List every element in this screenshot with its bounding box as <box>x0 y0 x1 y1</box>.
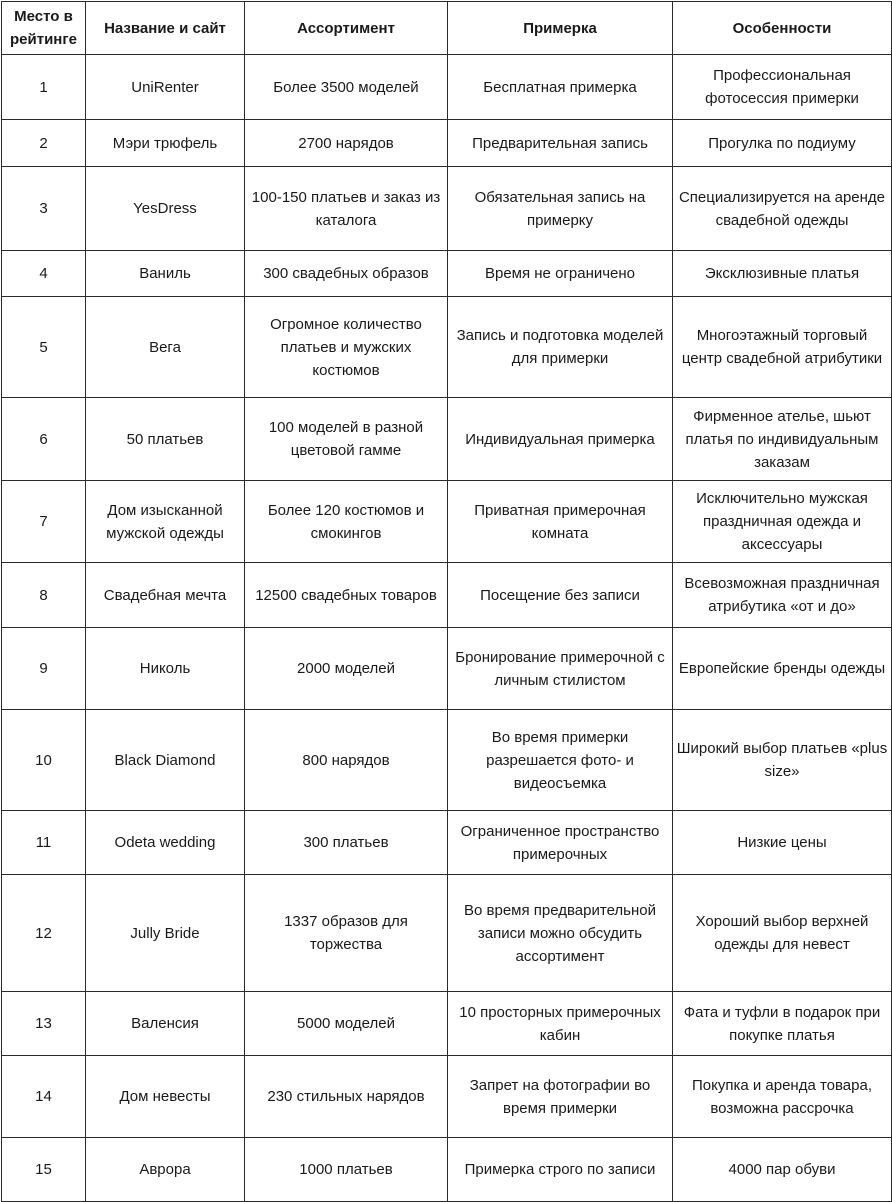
fitting-cell: Индивидуальная примерка <box>448 398 673 481</box>
name-cell: Jully Bride <box>86 875 245 992</box>
fitting-cell: Примерка строго по записи <box>448 1138 673 1202</box>
features-cell: Всевозможная праздничная атрибутика «от и до» <box>673 563 892 628</box>
fitting-cell: Приватная примерочная комната <box>448 481 673 563</box>
table-row <box>2 1056 892 1138</box>
assortment-cell: Более 120 костюмов и смокингов <box>245 481 448 563</box>
assortment-cell: 800 нарядов <box>245 710 448 811</box>
name-cell: YesDress <box>86 167 245 251</box>
table-row <box>2 481 892 563</box>
table-row <box>2 710 892 811</box>
fitting-cell: Обязательная запись на примерку <box>448 167 673 251</box>
assortment-cell: 300 платьев <box>245 811 448 875</box>
rank-cell: 1 <box>2 55 86 120</box>
name-cell: Дом изысканной мужской одежды <box>86 481 245 563</box>
assortment-cell: 1000 платьев <box>245 1138 448 1202</box>
assortment-cell: 1337 образов для торжества <box>245 875 448 992</box>
header-row <box>2 2 892 55</box>
assortment-cell: 300 свадебных образов <box>245 251 448 297</box>
name-cell: 50 платьев <box>86 398 245 481</box>
name-cell: Odeta wedding <box>86 811 245 875</box>
fitting-cell: Во время примерки разрешается фото- и видеосъемка <box>448 710 673 811</box>
assortment-cell: 100 моделей в разной цветовой гамме <box>245 398 448 481</box>
fitting-cell: Предварительная запись <box>448 120 673 167</box>
features-cell: Европейские бренды одежды <box>673 628 892 710</box>
header-assortment: Ассортимент <box>245 2 448 55</box>
rank-cell: 12 <box>2 875 86 992</box>
table-row <box>2 1138 892 1202</box>
header-features: Особенности <box>673 2 892 55</box>
name-cell: UniRenter <box>86 55 245 120</box>
table-row <box>2 398 892 481</box>
assortment-cell: Огромное количество платьев и мужских костюмов <box>245 297 448 398</box>
features-cell: Прогулка по подиуму <box>673 120 892 167</box>
fitting-cell: 10 просторных примерочных кабин <box>448 992 673 1056</box>
table-row <box>2 811 892 875</box>
assortment-cell: 230 стильных нарядов <box>245 1056 448 1138</box>
table-row <box>2 251 892 297</box>
features-cell: Покупка и аренда товара, возможна рассрочка <box>673 1056 892 1138</box>
features-cell: Хороший выбор верхней одежды для невест <box>673 875 892 992</box>
fitting-cell: Бронирование примерочной с личным стилистом <box>448 628 673 710</box>
name-cell: Мэри трюфель <box>86 120 245 167</box>
fitting-cell: Бесплатная примерка <box>448 55 673 120</box>
rank-cell: 9 <box>2 628 86 710</box>
fitting-cell: Посещение без записи <box>448 563 673 628</box>
features-cell: Фирменное ателье, шьют платья по индивидуальным заказам <box>673 398 892 481</box>
name-cell: Николь <box>86 628 245 710</box>
assortment-cell: Более 3500 моделей <box>245 55 448 120</box>
rank-cell: 15 <box>2 1138 86 1202</box>
rank-cell: 4 <box>2 251 86 297</box>
rank-cell: 10 <box>2 710 86 811</box>
table-row <box>2 992 892 1056</box>
features-cell: Широкий выбор платьев «plus size» <box>673 710 892 811</box>
rank-cell: 8 <box>2 563 86 628</box>
fitting-cell: Запрет на фотографии во время примерки <box>448 1056 673 1138</box>
table-row <box>2 563 892 628</box>
rank-cell: 2 <box>2 120 86 167</box>
features-cell: 4000 пар обуви <box>673 1138 892 1202</box>
assortment-cell: 2000 моделей <box>245 628 448 710</box>
assortment-cell: 5000 моделей <box>245 992 448 1056</box>
assortment-cell: 100-150 платьев и заказ из каталога <box>245 167 448 251</box>
features-cell: Эксклюзивные платья <box>673 251 892 297</box>
name-cell: Black Diamond <box>86 710 245 811</box>
rank-cell: 5 <box>2 297 86 398</box>
name-cell: Валенсия <box>86 992 245 1056</box>
table-row <box>2 628 892 710</box>
rank-cell: 3 <box>2 167 86 251</box>
rank-cell: 7 <box>2 481 86 563</box>
rating-table <box>1 1 892 1202</box>
fitting-cell: Во время предварительной записи можно обсудить ассортимент <box>448 875 673 992</box>
name-cell: Дом невесты <box>86 1056 245 1138</box>
name-cell: Аврора <box>86 1138 245 1202</box>
fitting-cell: Ограниченное пространство примерочных <box>448 811 673 875</box>
features-cell: Исключительно мужская праздничная одежда и аксессуары <box>673 481 892 563</box>
rank-cell: 6 <box>2 398 86 481</box>
fitting-cell: Запись и подготовка моделей для примерки <box>448 297 673 398</box>
features-cell: Низкие цены <box>673 811 892 875</box>
fitting-cell: Время не ограничено <box>448 251 673 297</box>
assortment-cell: 2700 нарядов <box>245 120 448 167</box>
header-fitting: Примерка <box>448 2 673 55</box>
header-name: Название и сайт <box>86 2 245 55</box>
header-rank: Место в рейтинге <box>2 2 86 55</box>
rank-cell: 11 <box>2 811 86 875</box>
table-row <box>2 875 892 992</box>
rank-cell: 14 <box>2 1056 86 1138</box>
rank-cell: 13 <box>2 992 86 1056</box>
features-cell: Фата и туфли в подарок при покупке платья <box>673 992 892 1056</box>
features-cell: Многоэтажный торговый центр свадебной атрибутики <box>673 297 892 398</box>
features-cell: Специализируется на аренде свадебной одежды <box>673 167 892 251</box>
table-row <box>2 55 892 120</box>
table-row <box>2 167 892 251</box>
assortment-cell: 12500 свадебных товаров <box>245 563 448 628</box>
features-cell: Профессиональная фотосессия примерки <box>673 55 892 120</box>
table-row <box>2 120 892 167</box>
name-cell: Вега <box>86 297 245 398</box>
table-row <box>2 297 892 398</box>
name-cell: Ваниль <box>86 251 245 297</box>
name-cell: Свадебная мечта <box>86 563 245 628</box>
